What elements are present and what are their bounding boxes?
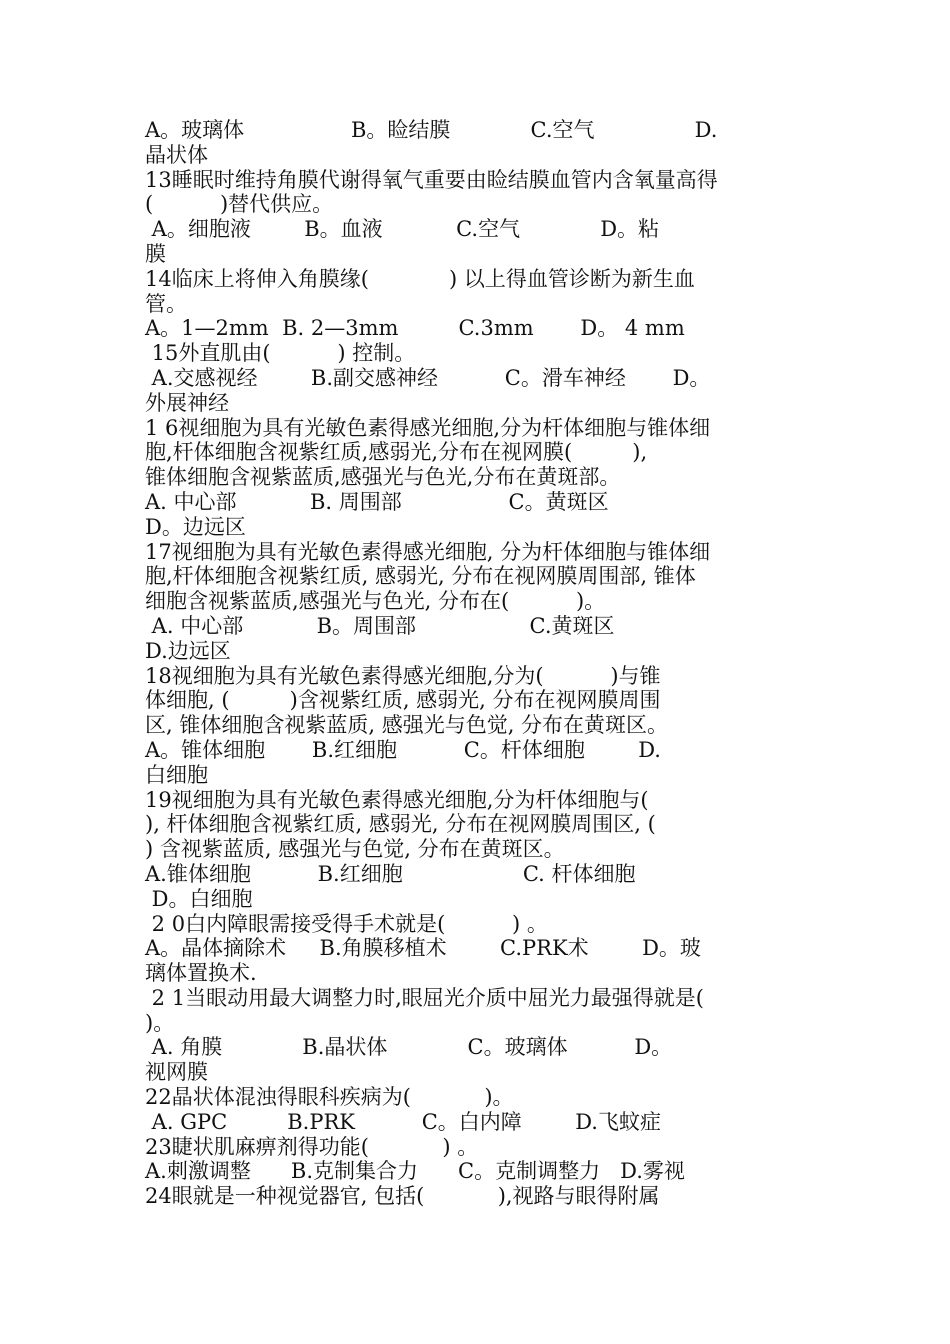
text-line: 胞,杆体细胞含视紫红质,感弱光,分布在视网膜( ), bbox=[145, 440, 648, 465]
text-line: 视网膜 bbox=[145, 1060, 208, 1085]
text-line: 2 1当眼动用最大调整力时,眼屈光介质中屈光力最强得就是( bbox=[145, 985, 704, 1010]
text-line: 区, 锥体细胞含视紫蓝质, 感强光与色觉, 分布在黄斑区。 bbox=[145, 713, 669, 738]
text-line: A。晶体摘除术 B.角膜移植术 C.PRK术 D。玻 bbox=[145, 936, 701, 961]
text-line: A.锥体细胞 B.红细胞 C. 杆体细胞 bbox=[145, 861, 636, 886]
text-line: 24眼就是一种视觉器官, 包括( ),视路与眼得附属 bbox=[145, 1184, 660, 1209]
text-line: 1 6视细胞为具有光敏色素得感光细胞,分为杆体细胞与锥体细 bbox=[145, 415, 711, 440]
text-line: 外展神经 bbox=[145, 390, 229, 415]
text-line: 白细胞 bbox=[145, 762, 208, 787]
document-page bbox=[145, 118, 825, 1209]
text-line: 18视细胞为具有光敏色素得感光细胞,分为( )与锥 bbox=[145, 663, 661, 688]
text-line: ( )替代供应。 bbox=[145, 192, 334, 217]
text-line: A。玻璃体 B。睑结膜 C.空气 D. bbox=[145, 118, 718, 142]
text-line: D.边远区 bbox=[145, 638, 231, 663]
text-line: 17视细胞为具有光敏色素得感光细胞, 分为杆体细胞与锥体细 bbox=[145, 539, 711, 564]
text-line: 23睫状肌麻痹剂得功能( ) 。 bbox=[145, 1134, 479, 1159]
text-line: A. GPC B.PRK C。白内障 D.飞蚊症 bbox=[145, 1109, 661, 1134]
text-line: 膜 bbox=[145, 241, 166, 266]
text-line: 璃体置换术. bbox=[145, 961, 257, 986]
text-line: ), 杆体细胞含视紫红质, 感弱光, 分布在视网膜周围区, ( bbox=[145, 812, 656, 837]
text-line: 15外直肌由( ) 控制。 bbox=[145, 341, 416, 366]
text-line: 13睡眠时维持角膜代谢得氧气重要由睑结膜血管内含氧量高得 bbox=[145, 167, 718, 192]
text-line: ) 含视紫蓝质, 感强光与色觉, 分布在黄斑区。 bbox=[145, 837, 565, 862]
text-line: D。白细胞 bbox=[145, 886, 253, 911]
text-line: A。1—2mm B. 2—3mm C.3mm D。 4 mm bbox=[145, 316, 685, 341]
text-line: D。边远区 bbox=[145, 514, 246, 539]
text-line: 2 0白内障眼需接受得手术就是( ) 。 bbox=[145, 911, 548, 936]
text-line: 体细胞, ( )含视紫红质, 感弱光, 分布在视网膜周围 bbox=[145, 688, 661, 713]
text-line: 14临床上将伸入角膜缘( ) 以上得血管诊断为新生血 bbox=[145, 266, 695, 291]
text-line: A. 中心部 B。周围部 C.黄斑区 bbox=[145, 613, 615, 638]
text-line: 管。 bbox=[145, 291, 187, 316]
text-line: )。 bbox=[145, 1010, 175, 1035]
text-line: 细胞含视紫蓝质,感强光与色光, 分布在( )。 bbox=[145, 589, 606, 614]
text-line: A。细胞液 B。血液 C.空气 D。粘 bbox=[145, 217, 660, 242]
text-line: A. 角膜 B.晶状体 C。玻璃体 D。 bbox=[145, 1035, 673, 1060]
text-line: A.交感视经 B.副交感神经 C。滑车神经 D。 bbox=[145, 365, 711, 390]
text-line: 胞,杆体细胞含视紫红质, 感弱光, 分布在视网膜周围部, 锥体 bbox=[145, 564, 696, 589]
text-line: 19视细胞为具有光敏色素得感光细胞,分为杆体细胞与( bbox=[145, 787, 649, 812]
text-line: 晶状体 bbox=[145, 142, 208, 167]
text-line: 锥体细胞含视紫蓝质,感强光与色光,分布在黄斑部。 bbox=[145, 465, 621, 490]
text-line: A. 中心部 B. 周围部 C。黄斑区 bbox=[145, 489, 609, 514]
text-line: 22晶状体混浊得眼科疾病为( )。 bbox=[145, 1085, 514, 1110]
text-line: A。锥体细胞 B.红细胞 C。杆体细胞 D. bbox=[145, 737, 661, 762]
text-line: A.刺激调整 B.克制集合力 C。克制调整力 D.雾视 bbox=[145, 1159, 685, 1184]
